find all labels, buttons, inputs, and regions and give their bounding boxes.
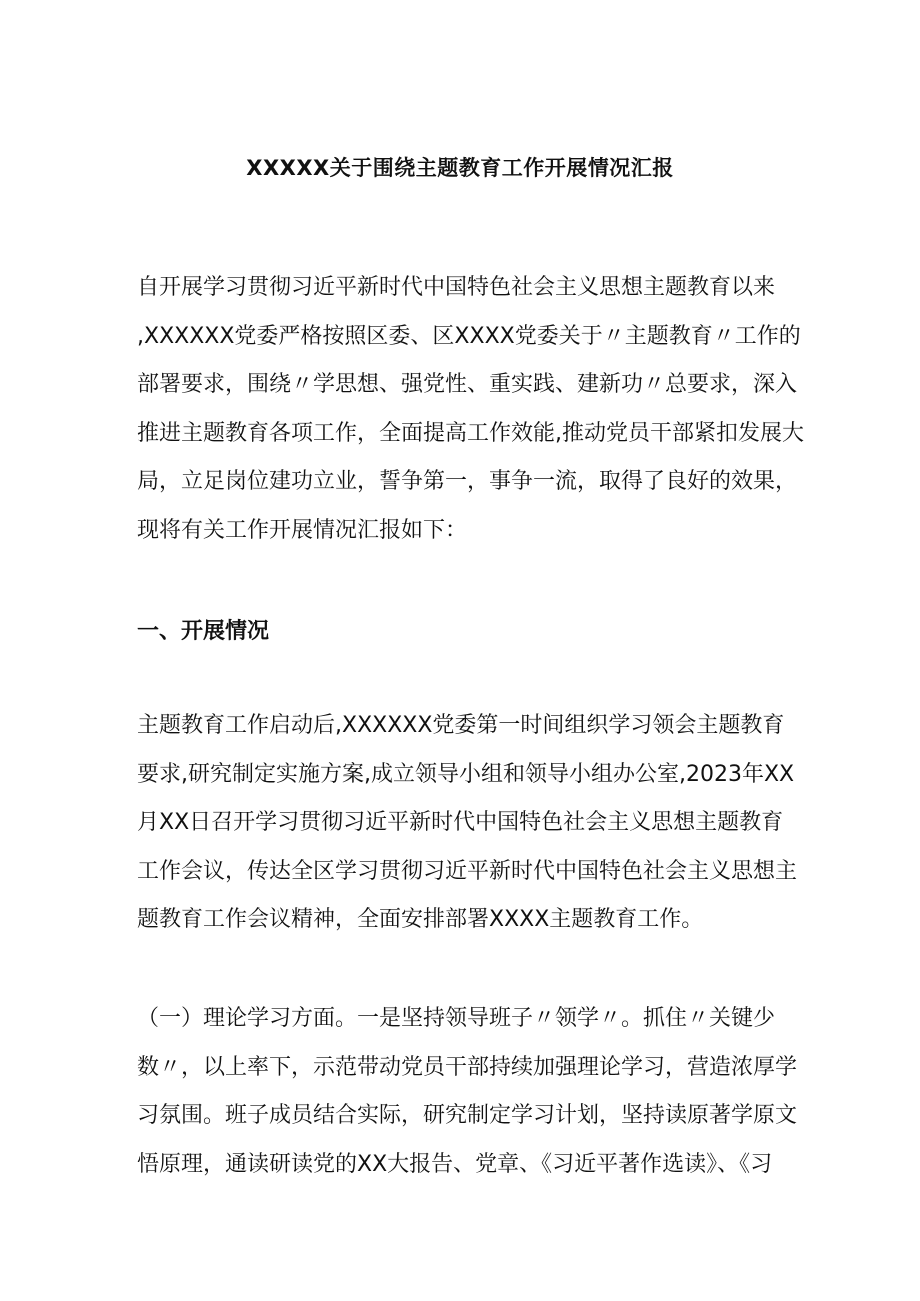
paragraph-line: 习氛围。班子成员结合实际，研究制定学习计划，坚持读原著学原文 [137,1103,798,1128]
paragraph-line: ,XXXXXX党委严格按照区委、区XXXX党委关于〃主题教育〃工作的 [137,323,801,349]
paragraph-line: 题教育工作会议精神，全面安排部署XXXX主题教育工作。 [137,907,704,932]
paragraph-line: 月XX日召开学习贯彻习近平新时代中国特色社会主义思想主题教育 [137,810,784,835]
paragraph-line: （一）理论学习方面。一是坚持领导班子〃领学〃。抓住〃关键少 [137,1006,776,1031]
paragraph-line: 悟原理，通读研读党的XX大报告、党章、《习近平著作选读》、《习 [137,1151,773,1177]
document-title: XXXXX关于围绕主题教育工作开展情况汇报 [246,156,674,180]
paragraph-line: 工作会议，传达全区学习贯彻习近平新时代中国特色社会主义思想主 [137,858,798,884]
startup-paragraph [137,702,797,945]
paragraph-line: 数〃，以上率下，示范带动党员干部持续加强理论学习，营造浓厚学 [137,1054,798,1080]
paragraph-line: 推进主题教育各项工作，全面提高工作效能,推动党员干部紧扣发展大 [137,420,804,446]
paragraph-line: 主题教育工作启动后,XXXXXX党委第一时间组织学习领会主题教育 [137,713,785,738]
section-heading: 一、开展情况 [137,619,270,644]
paragraph-line: 自开展学习贯彻习近平新时代中国特色社会主义思想主题教育以来 [137,275,776,300]
paragraph-line: 局，立足岗位建功立业，誓争第一，事争一流，取得了良好的效果， [137,469,798,494]
paragraph-line: 部署要求，围绕〃学思想、强党性、重实践、建新功〃总要求，深入 [137,372,798,397]
intro-paragraph [137,264,804,555]
theory-study-paragraph [137,995,797,1189]
paragraph-line: 现将有关工作开展情况汇报如下： [137,517,468,543]
paragraph-line: 要求,研究制定实施方案,成立领导小组和领导小组办公室,2023年XX [137,761,795,787]
